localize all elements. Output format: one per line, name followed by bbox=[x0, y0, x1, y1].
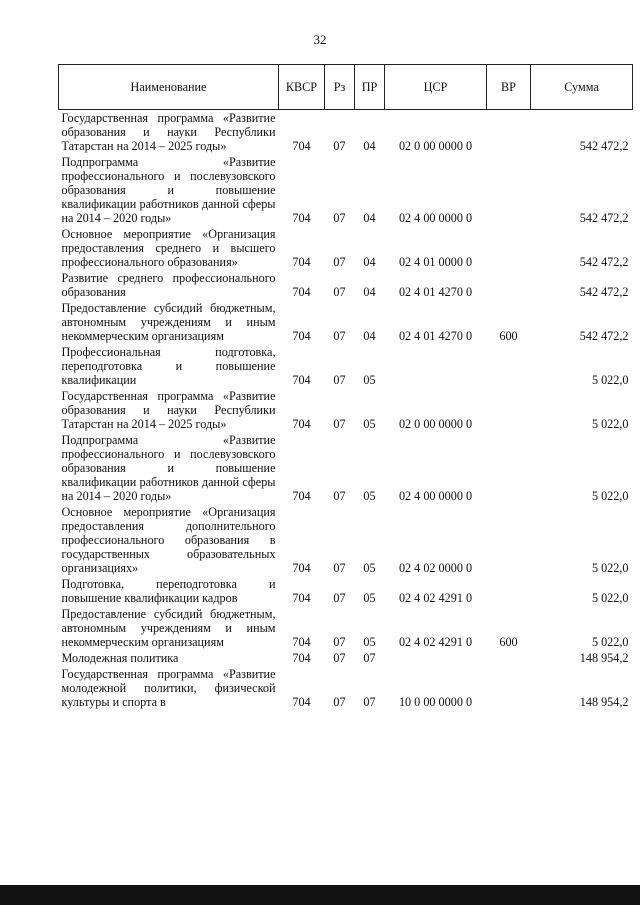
budget-table bbox=[58, 64, 633, 710]
cell-pr: 04 bbox=[363, 211, 376, 225]
table-row bbox=[59, 270, 633, 300]
cell-vr bbox=[487, 110, 531, 155]
cell-vr bbox=[487, 504, 531, 576]
header-sum: Сумма bbox=[531, 65, 633, 110]
table-row bbox=[59, 154, 633, 226]
cell-name: Государственная программа «Развитие образования и науки Республики Татарстан на 2014 – 2025 годы» bbox=[61, 111, 276, 153]
cell-name: Развитие среднего профессионального образования bbox=[61, 271, 276, 299]
cell-rz: 07 bbox=[333, 561, 346, 575]
cell-vr: 600 bbox=[499, 329, 518, 343]
cell-csr: 02 4 01 4270 0 bbox=[398, 285, 473, 299]
cell-csr: 02 0 00 0000 0 bbox=[398, 139, 473, 153]
cell-rz: 07 bbox=[333, 373, 346, 387]
cell-rz: 07 bbox=[333, 329, 346, 343]
header-kvsr: КВСР bbox=[279, 65, 325, 110]
cell-rz: 07 bbox=[333, 591, 346, 605]
cell-csr: 02 4 00 0000 0 bbox=[398, 489, 473, 503]
cell-kvsr: 704 bbox=[292, 591, 311, 605]
cell-vr bbox=[487, 432, 531, 504]
cell-pr: 05 bbox=[363, 417, 376, 431]
header-pr: ПР bbox=[355, 65, 385, 110]
cell-rz: 07 bbox=[333, 285, 346, 299]
cell-csr: 02 4 02 4291 0 bbox=[398, 591, 473, 605]
cell-csr: 02 4 01 4270 0 bbox=[398, 329, 473, 343]
cell-vr bbox=[487, 344, 531, 388]
table-row bbox=[59, 388, 633, 432]
cell-csr: 02 4 02 4291 0 bbox=[398, 635, 473, 649]
header-name: Наименование bbox=[59, 65, 279, 110]
cell-name: Молодежная политика bbox=[61, 651, 179, 665]
cell-kvsr: 704 bbox=[292, 285, 311, 299]
cell-rz: 07 bbox=[333, 489, 346, 503]
cell-vr bbox=[487, 154, 531, 226]
cell-kvsr: 704 bbox=[292, 373, 311, 387]
cell-name: Предоставление субсидий бюджетным, автономным учреждениям и иным некоммерческим организациям bbox=[61, 607, 276, 649]
table-row bbox=[59, 666, 633, 710]
cell-name: Государственная программа «Развитие образования и науки Республики Татарстан на 2014 – 2025 годы» bbox=[61, 389, 276, 431]
cell-kvsr: 704 bbox=[292, 211, 311, 225]
cell-name: Подпрограмма «Развитие профессионального и послевузовского образования и повышение квалификации работников данной сферы на 2014 – 2020 годы» bbox=[61, 155, 276, 225]
table-header bbox=[59, 65, 633, 110]
cell-name: Основное мероприятие «Организация предоставления среднего и высшего профессионального образования» bbox=[61, 227, 276, 269]
cell-csr: 02 4 00 0000 0 bbox=[398, 211, 473, 225]
cell-vr: 600 bbox=[499, 635, 518, 649]
table-row bbox=[59, 344, 633, 388]
cell-sum: 5 022,0 bbox=[591, 373, 629, 387]
cell-kvsr: 704 bbox=[292, 489, 311, 503]
cell-pr: 05 bbox=[363, 373, 376, 387]
cell-rz: 07 bbox=[333, 211, 346, 225]
cell-sum: 148 954,2 bbox=[579, 695, 629, 709]
cell-sum: 148 954,2 bbox=[579, 651, 629, 665]
cell-rz: 07 bbox=[333, 417, 346, 431]
cell-rz: 07 bbox=[333, 255, 346, 269]
cell-name: Профессиональная подготовка, переподготовка и повышение квалификации bbox=[61, 345, 276, 387]
table-row bbox=[59, 110, 633, 155]
scan-edge-bar bbox=[0, 885, 640, 905]
cell-rz: 07 bbox=[333, 695, 346, 709]
cell-kvsr: 704 bbox=[292, 651, 311, 665]
header-rz: Рз bbox=[325, 65, 355, 110]
cell-vr bbox=[487, 388, 531, 432]
cell-sum: 5 022,0 bbox=[591, 417, 629, 431]
cell-pr: 04 bbox=[363, 139, 376, 153]
table-row bbox=[59, 432, 633, 504]
table-row bbox=[59, 300, 633, 344]
cell-sum: 542 472,2 bbox=[579, 139, 629, 153]
table-body bbox=[59, 110, 633, 711]
cell-vr bbox=[487, 226, 531, 270]
cell-sum: 5 022,0 bbox=[591, 635, 629, 649]
cell-name: Государственная программа «Развитие молодежной политики, физической культуры и спорта в bbox=[61, 667, 276, 709]
table-row bbox=[59, 576, 633, 606]
cell-kvsr: 704 bbox=[292, 695, 311, 709]
page-number: 32 bbox=[313, 32, 327, 47]
table-row bbox=[59, 650, 633, 666]
table-row bbox=[59, 226, 633, 270]
header-csr: ЦСР bbox=[385, 65, 487, 110]
cell-csr: 02 4 02 0000 0 bbox=[398, 561, 473, 575]
cell-pr: 04 bbox=[363, 329, 376, 343]
cell-sum: 5 022,0 bbox=[591, 591, 629, 605]
cell-sum: 5 022,0 bbox=[591, 489, 629, 503]
cell-pr: 05 bbox=[363, 635, 376, 649]
cell-kvsr: 704 bbox=[292, 635, 311, 649]
cell-sum: 5 022,0 bbox=[591, 561, 629, 575]
cell-pr: 05 bbox=[363, 591, 376, 605]
budget-table-container bbox=[58, 64, 632, 710]
table-row bbox=[59, 606, 633, 650]
cell-csr: 10 0 00 0000 0 bbox=[398, 695, 473, 709]
cell-kvsr: 704 bbox=[292, 139, 311, 153]
cell-pr: 04 bbox=[363, 285, 376, 299]
cell-rz: 07 bbox=[333, 651, 346, 665]
cell-kvsr: 704 bbox=[292, 255, 311, 269]
cell-kvsr: 704 bbox=[292, 561, 311, 575]
cell-name: Предоставление субсидий бюджетным, автономным учреждениям и иным некоммерческим организациям bbox=[61, 301, 276, 343]
cell-kvsr: 704 bbox=[292, 417, 311, 431]
cell-name: Основное мероприятие «Организация предоставления дополнительного профессионального образования в государственных образовательных организациях» bbox=[61, 505, 276, 575]
cell-kvsr: 704 bbox=[292, 329, 311, 343]
cell-sum: 542 472,2 bbox=[579, 211, 629, 225]
cell-vr bbox=[487, 576, 531, 606]
table-row bbox=[59, 504, 633, 576]
cell-pr: 07 bbox=[363, 651, 376, 665]
header-vr: ВР bbox=[487, 65, 531, 110]
cell-rz: 07 bbox=[333, 635, 346, 649]
cell-sum: 542 472,2 bbox=[579, 285, 629, 299]
cell-vr bbox=[487, 270, 531, 300]
cell-csr: 02 0 00 0000 0 bbox=[398, 417, 473, 431]
cell-rz: 07 bbox=[333, 139, 346, 153]
cell-csr bbox=[385, 650, 487, 666]
cell-csr bbox=[385, 344, 487, 388]
cell-csr: 02 4 01 0000 0 bbox=[398, 255, 473, 269]
cell-vr bbox=[487, 650, 531, 666]
cell-pr: 05 bbox=[363, 561, 376, 575]
cell-sum: 542 472,2 bbox=[579, 329, 629, 343]
cell-name: Подпрограмма «Развитие профессионального и послевузовского образования и повышение квалификации работников данной сферы на 2014 – 2020 годы» bbox=[61, 433, 276, 503]
cell-vr bbox=[487, 666, 531, 710]
cell-pr: 04 bbox=[363, 255, 376, 269]
cell-name: Подготовка, переподготовка и повышение квалификации кадров bbox=[61, 577, 276, 605]
cell-pr: 07 bbox=[363, 695, 376, 709]
cell-pr: 05 bbox=[363, 489, 376, 503]
cell-sum: 542 472,2 bbox=[579, 255, 629, 269]
